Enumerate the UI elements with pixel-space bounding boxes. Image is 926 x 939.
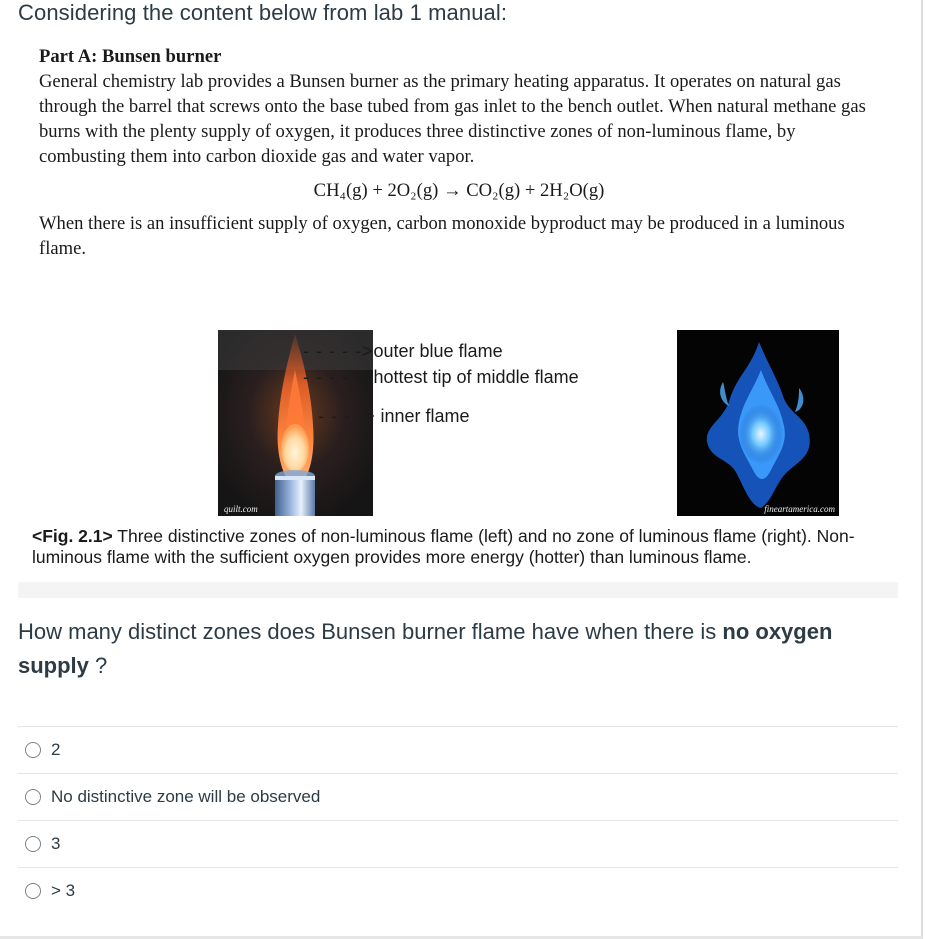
question-text: How many distinct zones does Bunsen burner flame have when there is no oxygen supply ? (18, 619, 833, 678)
question-emphasis: no oxygen supply (18, 619, 833, 678)
radio-button[interactable] (25, 789, 41, 805)
part-title: Part A: Bunsen burner (39, 46, 222, 67)
image-credit-right: fineartamerica.com (764, 504, 835, 514)
figure-caption (32, 526, 894, 568)
manual-paragraph-1: General chemistry lab provides a Bunsen burner as the primary heating apparatus. It operates on natural gas through the barrel that screws onto the base tubed from gas inlet to the bench outlet. When natural methane gas burns with the plenty supply of oxygen, it produces three distinctive zones of non-luminous flame, by combusting them into carbon dioxide gas and water vapor. (39, 71, 866, 167)
excerpt-bottom-edge (18, 582, 898, 598)
annotation-hottest-tip: - - - - ->hottest tip of middle flame (303, 367, 579, 387)
manual-paragraph-2: When there is an insufficient supply of oxygen, carbon monoxide byproduct may be produced in a luminous flame. (39, 213, 845, 259)
annotation-outer-blue-flame: - - - - ->outer blue flame (303, 341, 503, 361)
answer-choices (18, 726, 898, 914)
answer-option-more-than-3[interactable] (18, 867, 898, 914)
blue-flame-illustration (677, 330, 839, 516)
answer-option-2[interactable] (18, 726, 898, 773)
answer-label: 3 (51, 834, 61, 853)
luminous-flame-photo (677, 330, 839, 516)
chemical-equation: CH₄(g) + 2O₂(g) → CO₂(g) + 2H₂O(g) (313, 180, 605, 201)
answer-label: No distinctive zone will be observed (51, 787, 321, 806)
annotation-inner-flame: - - - -> inner flame (318, 406, 470, 426)
answer-option-3[interactable] (18, 820, 898, 867)
lab-manual-excerpt (18, 36, 898, 598)
answer-option-no-zone[interactable] (18, 773, 898, 820)
figure-caption-text: Three distinctive zones of non-luminous flame (left) and no zone of luminous flame (right). Non-luminous flame with the sufficient oxygen provides more energy (hotter) than luminous flame. (32, 526, 855, 567)
radio-button[interactable] (25, 883, 41, 899)
question-intro: Considering the content below from lab 1 manual: (18, 0, 508, 25)
figure-label: <Fig. 2.1> (32, 526, 113, 546)
answer-label: > 3 (51, 881, 76, 900)
radio-button[interactable] (25, 836, 41, 852)
manual-text (39, 44, 879, 261)
radio-button[interactable] (25, 742, 41, 758)
image-credit-left: quilt.com (224, 504, 258, 514)
answer-label: 2 (51, 740, 61, 759)
right-border (921, 0, 923, 939)
